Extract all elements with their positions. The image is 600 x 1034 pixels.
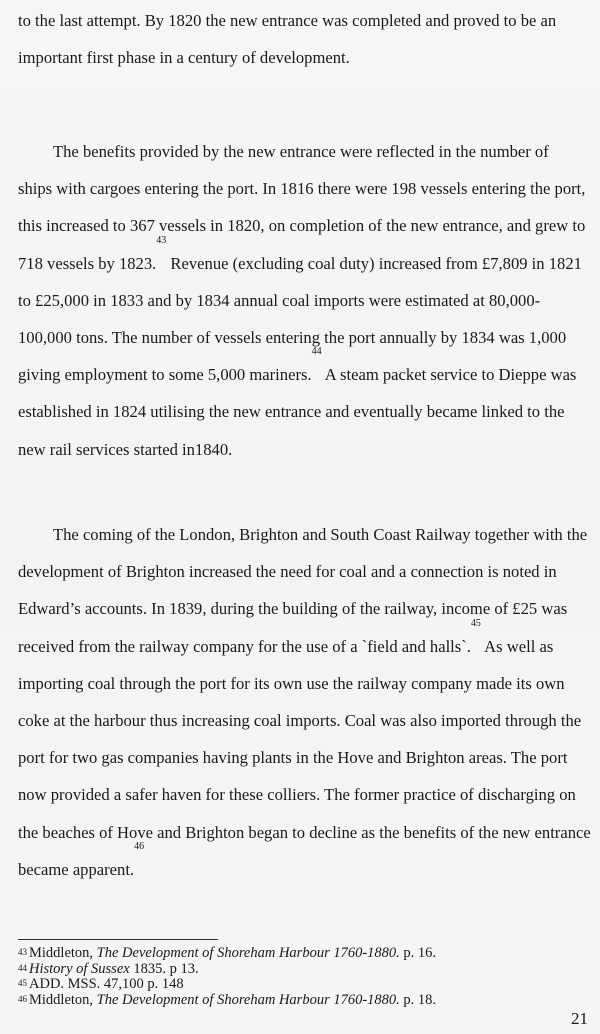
text-line: established in 1824 utilising the new entrance and eventually became linked to the bbox=[18, 402, 565, 422]
text-line bbox=[18, 617, 588, 665]
text-line: importing coal through the port for its own use the railway company made its own bbox=[18, 673, 565, 693]
text-line: development of Brighton increased the need for coal and a connection is noted in bbox=[18, 562, 557, 582]
text-segment: As well as bbox=[480, 636, 554, 656]
footnote-number: 46 bbox=[18, 993, 27, 1004]
text-line: to £25,000 in 1833 and by 1834 annual coal imports were estimated at 80,000- bbox=[18, 290, 541, 310]
text-line: this increased to 367 vessels in 1820, on completion of the new entrance, and grew to bbox=[18, 216, 586, 236]
text-line: The coming of the London, Brighton and South Coast Railway together with the bbox=[53, 525, 588, 544]
text-segment: received from the railway company for the use of a `field and halls`. bbox=[18, 636, 471, 656]
text-line: port for two gas companies having plants in the Hove and Brighton areas. The port bbox=[18, 748, 568, 768]
text-line: coke at the harbour thus increasing coal imports. Coal was also imported through the bbox=[18, 710, 582, 730]
footnote-text: p. 16. bbox=[399, 945, 437, 961]
paragraph-3 bbox=[18, 516, 591, 888]
footnote-43 bbox=[18, 946, 436, 962]
text-line: 100,000 tons. The number of vessels entering the port annually by 1834 was 1,000 bbox=[18, 327, 567, 347]
text-line: The benefits provided by the new entrance were reflected in the number of bbox=[53, 142, 549, 161]
footnote-46 bbox=[18, 993, 436, 1009]
footnote-text: ADD. MSS. 47,100 p. 148 bbox=[29, 976, 184, 993]
text-segment: giving employment to some 5,000 mariners. bbox=[18, 365, 312, 385]
footnote-ref-46[interactable]: 46 bbox=[134, 840, 145, 852]
footnote-45 bbox=[18, 977, 436, 993]
text-line: the beaches of Hove and Brighton began to decline as the benefits of the new entrance bbox=[18, 822, 591, 842]
text-line: now provided a safer haven for these colliers. The former practice of discharging on bbox=[18, 785, 576, 805]
footnote-title: The Development of Shoreham Harbour 1760-1880. bbox=[96, 945, 400, 961]
footnote-title: The Development of Shoreham Harbour 1760-1880. bbox=[96, 991, 400, 1008]
text-line bbox=[18, 346, 588, 393]
text-segment: 718 vessels by 1823. bbox=[18, 253, 157, 273]
page-number: 21 bbox=[571, 1009, 588, 1028]
footnote-ref-43[interactable]: 43 bbox=[156, 234, 167, 246]
footnote-number: 45 bbox=[18, 978, 27, 989]
text-line: new rail services started in1840. bbox=[18, 439, 233, 459]
footnote-number: 43 bbox=[18, 947, 27, 957]
text-line bbox=[18, 234, 588, 282]
footnote-text: Middleton, bbox=[29, 991, 97, 1008]
footnote-44 bbox=[18, 962, 436, 978]
footnotes bbox=[18, 946, 436, 1008]
paragraph-1 bbox=[18, 2, 588, 76]
footnote-divider bbox=[18, 939, 218, 940]
text-line: to the last attempt. By 1820 the new entrance was completed and proved to be an bbox=[18, 11, 557, 30]
footnote-text: Middleton, bbox=[29, 945, 97, 961]
text-segment: A steam packet service to Dieppe was bbox=[321, 365, 577, 385]
text-segment: Revenue (excluding coal duty) increased from £7,809 in 1821 bbox=[166, 253, 582, 273]
footnote-ref-44[interactable]: 44 bbox=[311, 346, 322, 358]
footnote-text: p. 18. bbox=[399, 991, 437, 1008]
footnote-text: 1835. p 13. bbox=[129, 960, 199, 977]
paragraph-2 bbox=[18, 133, 588, 468]
text-line bbox=[18, 840, 588, 888]
text-segment: became apparent. bbox=[18, 859, 135, 879]
footnote-title: History of Sussex bbox=[29, 960, 130, 977]
footnote-ref-45[interactable]: 45 bbox=[470, 617, 481, 629]
footnote-number: 44 bbox=[18, 962, 27, 973]
text-line: important first phase in a century of development. bbox=[18, 48, 350, 68]
text-line: Edward’s accounts. In 1839, during the building of the railway, income of £25 was bbox=[18, 599, 568, 619]
text-line: ships with cargoes entering the port. In 1816 there were 198 vessels entering the port, bbox=[18, 179, 586, 199]
